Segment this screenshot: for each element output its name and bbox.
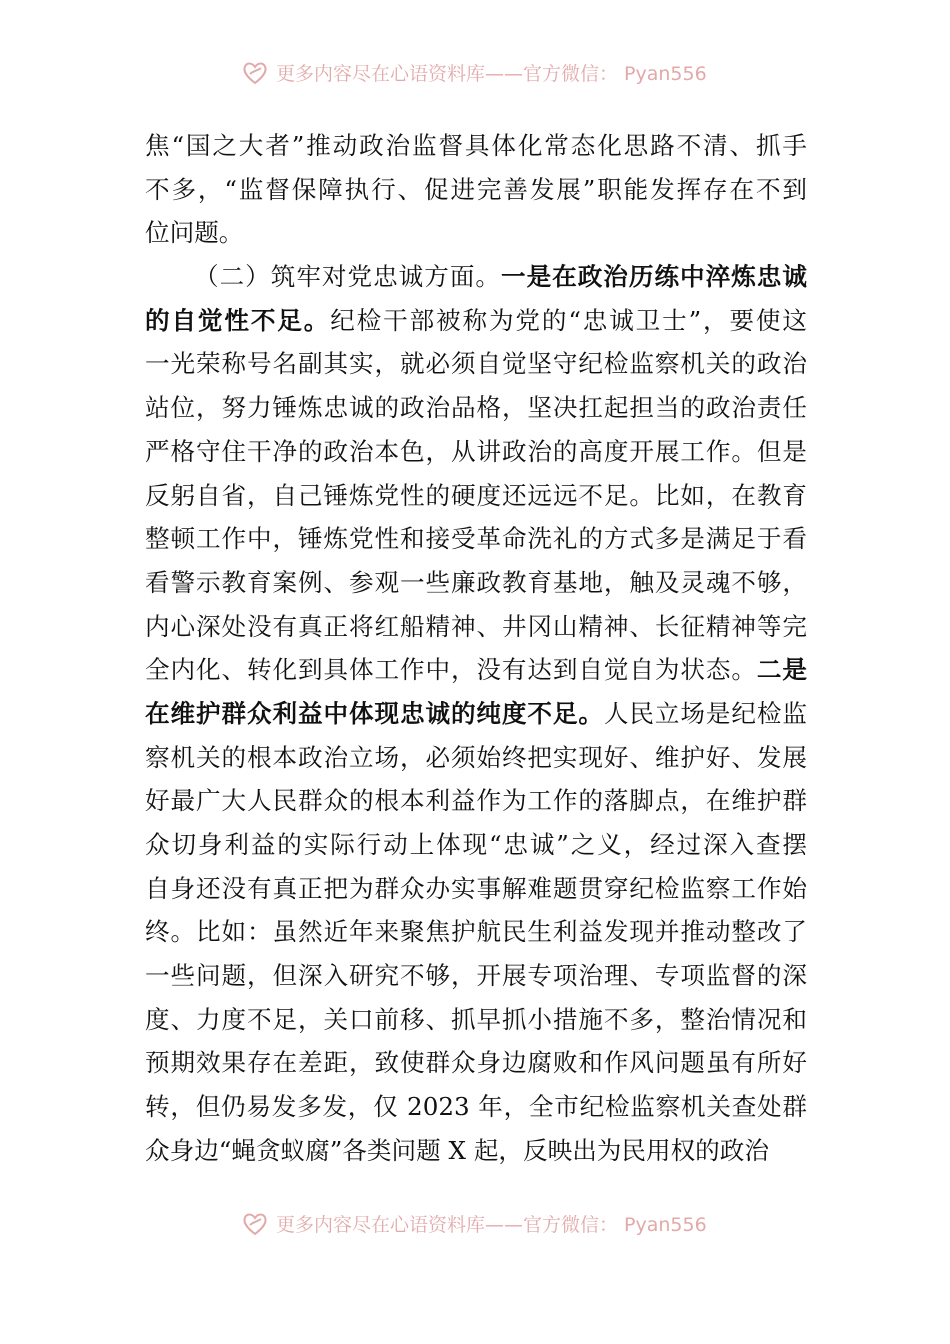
text-segment: 一光荣称号名副其实，就必须自觉坚守纪检监察机关的政治 bbox=[145, 349, 807, 379]
text-line bbox=[145, 211, 807, 255]
text-segment: 众身边“蝇贪蚁腐”各类问题 X 起，反映出为民用权的政治 bbox=[145, 1135, 769, 1165]
text-segment: 转，但仍易发多发，仅 2023 年，全市纪检监察机关查处群 bbox=[145, 1092, 807, 1122]
text-segment: 整顿工作中，锤炼党性和接受革命洗礼的方式多是满足于看 bbox=[145, 524, 807, 554]
text-line bbox=[145, 386, 807, 430]
document-body bbox=[145, 124, 807, 1173]
text-line bbox=[145, 430, 807, 474]
text-segment: 人民立场是纪检监 bbox=[603, 698, 807, 728]
text-line bbox=[145, 561, 807, 605]
text-line bbox=[145, 1129, 807, 1173]
text-line bbox=[145, 736, 807, 780]
text-line bbox=[145, 648, 807, 692]
text-line bbox=[145, 998, 807, 1042]
watermark-banner-bottom bbox=[240, 1206, 720, 1240]
text-segment: 众切身利益的实际行动上体现“忠诚”之义，经过深入查摆 bbox=[145, 830, 807, 859]
text-line bbox=[145, 474, 807, 518]
text-line bbox=[145, 910, 807, 954]
text-line bbox=[145, 342, 807, 386]
bold-text-segment: 二是 bbox=[756, 655, 807, 685]
text-segment: 度、力度不足，关口前移、抓早抓小措施不多，整治情况和 bbox=[145, 1004, 807, 1034]
bold-text-segment: 一是在政治历练中淬炼忠诚 bbox=[500, 262, 807, 292]
paragraph bbox=[145, 124, 807, 255]
text-line bbox=[145, 255, 807, 299]
text-segment: 看警示教育案例、参观一些廉政教育基地，触及灵魂不够， bbox=[145, 567, 807, 597]
heart-logo-icon bbox=[240, 57, 270, 87]
text-segment: 反躬自省，自己锤炼党性的硬度还远远不足。比如，在教育 bbox=[145, 480, 807, 510]
text-line bbox=[145, 605, 807, 649]
text-segment: 自身还没有真正把为群众办实事解难题贯穿纪检监察工作始 bbox=[145, 873, 807, 903]
text-segment: 位问题。 bbox=[145, 218, 244, 248]
text-line bbox=[145, 1085, 807, 1129]
text-segment: 一些问题，但深入研究不够，开展专项治理、专项监督的深 bbox=[145, 961, 807, 991]
text-line bbox=[145, 823, 807, 867]
text-segment: （二）筑牢对党忠诚方面。 bbox=[194, 262, 501, 292]
text-segment: 好最广大人民群众的根本利益作为工作的落脚点，在维护群 bbox=[145, 786, 807, 816]
text-line bbox=[145, 779, 807, 823]
watermark-text-top: 更多内容尽在心语资料库——官方微信： Pyan556 bbox=[276, 62, 707, 85]
text-line bbox=[145, 124, 807, 168]
text-segment: 察机关的根本政治立场，必须始终把实现好、维护好、发展 bbox=[145, 742, 807, 772]
text-line bbox=[145, 168, 807, 212]
text-line bbox=[145, 517, 807, 561]
watermark-text-bottom: 更多内容尽在心语资料库——官方微信： Pyan556 bbox=[276, 1213, 707, 1236]
text-line bbox=[145, 867, 807, 911]
text-line bbox=[145, 954, 807, 998]
text-segment: 全内化、转化到具体工作中，没有达到自觉自为状态。 bbox=[145, 655, 757, 685]
text-line bbox=[145, 692, 807, 736]
text-segment: 纪检干部被称为党的“忠诚卫士”，要使这 bbox=[330, 305, 807, 335]
bold-text-segment: 在维护群众利益中体现忠诚的纯度不足。 bbox=[145, 698, 604, 728]
paragraph bbox=[145, 255, 807, 1172]
heart-logo-icon bbox=[240, 1208, 270, 1238]
text-segment: 不多，“监督保障执行、促进完善发展”职能发挥存在不到 bbox=[145, 174, 807, 204]
bold-text-segment: 的自觉性不足。 bbox=[145, 305, 331, 335]
text-segment: 焦“国之大者”推动政治监督具体化常态化思路不清、抓手 bbox=[145, 131, 807, 160]
text-line bbox=[145, 299, 807, 343]
text-segment: 内心深处没有真正将红船精神、井冈山精神、长征精神等完 bbox=[145, 611, 807, 641]
text-segment: 站位，努力锤炼忠诚的政治品格，坚决扛起担当的政治责任 bbox=[145, 393, 807, 423]
text-segment: 严格守住干净的政治本色，从讲政治的高度开展工作。但是 bbox=[145, 436, 807, 466]
text-line bbox=[145, 1041, 807, 1085]
text-segment: 终。比如：虽然近年来聚焦护航民生利益发现并推动整改了 bbox=[145, 917, 807, 947]
text-segment: 预期效果存在差距，致使群众身边腐败和作风问题虽有所好 bbox=[145, 1048, 807, 1078]
watermark-banner-top bbox=[240, 55, 720, 89]
